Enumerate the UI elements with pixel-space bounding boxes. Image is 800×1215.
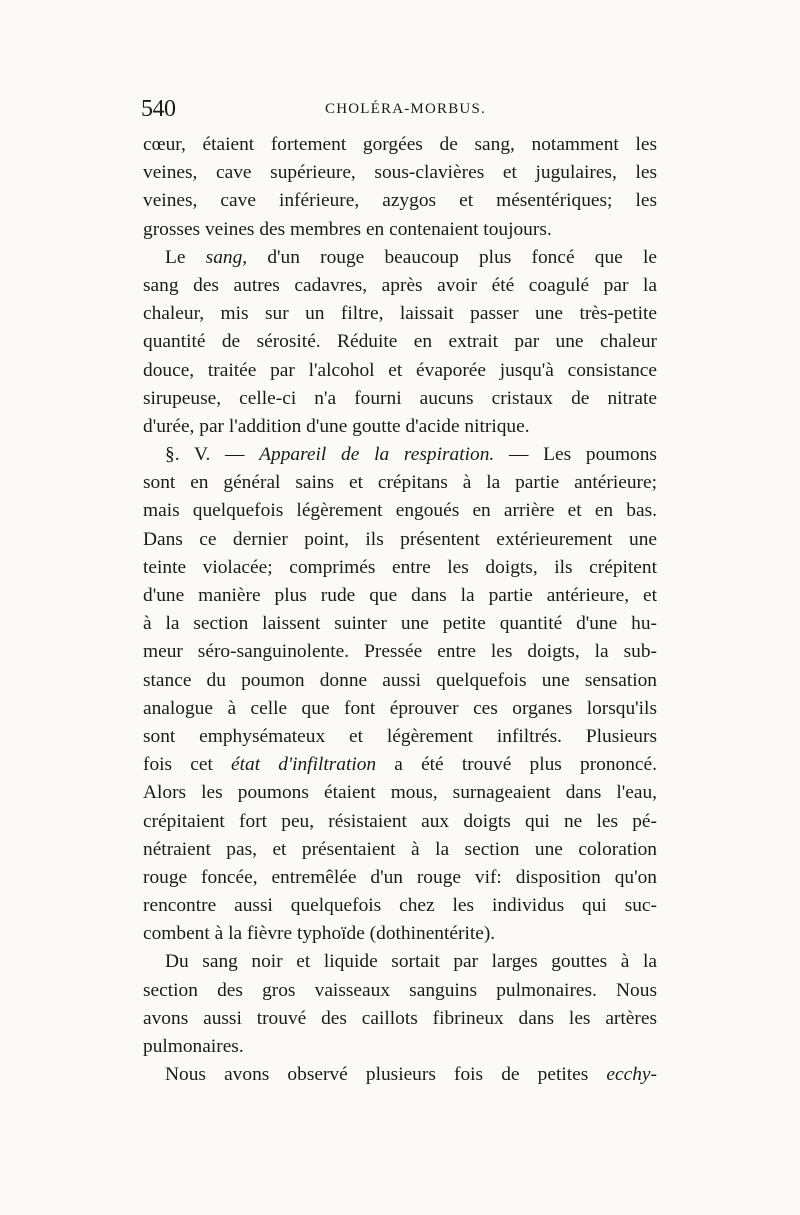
text-line: douce, traitée par l'alcohol et évaporée jusqu'à consistance	[143, 359, 657, 381]
text-line: chaleur, mis sur un filtre, laissait passer une très-petite	[143, 303, 657, 325]
text-line: sang des autres cadavres, après avoir été coagulé par la	[143, 274, 657, 296]
text-line: sirupeuse, celle-ci n'a fourni aucuns cristaux de nitrate	[143, 387, 657, 409]
italic-text: état d'infiltration	[231, 754, 377, 776]
text-line: Alors les poumons étaient mous, surnageaient dans l'eau,	[143, 782, 657, 804]
text-line: rencontre aussi quelquefois chez les individus qui suc-	[143, 895, 657, 917]
text-line: combent à la fièvre typhoïde (dothinentérite).	[143, 923, 496, 945]
text-line: veines, cave supérieure, sous-clavières et jugulaires, les	[143, 162, 657, 184]
text-line: crépitaient fort peu, résistaient aux doigts qui ne les pé-	[143, 810, 657, 832]
italic-text: sang,	[205, 246, 248, 268]
text-span: Le	[165, 246, 206, 268]
text-span: a été trouvé plus prononcé.	[376, 754, 657, 776]
text-line: analogue à celle que font éprouver ces organes lorsqu'ils	[143, 697, 657, 719]
text-line: nétraient pas, et présentaient à la section une coloration	[143, 838, 657, 860]
page-header	[141, 96, 655, 126]
text-line	[143, 751, 657, 779]
text-line: teinte violacée; comprimés entre les doigts, ils crépitent	[143, 556, 657, 578]
text-line	[143, 441, 657, 469]
text-line: quantité de sérosité. Réduite en extrait par une chaleur	[143, 331, 657, 353]
text-line	[143, 1061, 657, 1089]
text-line: Dans ce dernier point, ils présentent extérieurement une	[143, 528, 657, 550]
text-line: meur séro-sanguinolente. Pressée entre les doigts, la sub-	[143, 641, 657, 663]
text-span: fois cet	[143, 754, 232, 776]
text-line: mais quelquefois légèrement engoués en arrière et en bas.	[143, 500, 657, 522]
italic-text: Appareil de la respiration.	[259, 444, 495, 466]
page-number: 540	[141, 96, 176, 122]
text-line	[143, 244, 657, 272]
running-title: CHOLÉRA-MORBUS.	[325, 101, 486, 117]
text-line: avons aussi trouvé des caillots fibrineux dans les artères	[143, 1007, 657, 1029]
text-line: veines, cave inférieure, azygos et mésentériques; les	[143, 190, 657, 212]
text-line: d'urée, par l'addition d'une goutte d'acide nitrique.	[143, 415, 530, 437]
text-line: sont en général sains et crépitans à la partie antérieure;	[143, 472, 657, 494]
text-line: grosses veines des membres en contenaient toujours.	[143, 218, 552, 240]
text-line: Du sang noir et liquide sortait par larges gouttes à la	[165, 951, 657, 973]
text-span: Nous avons observé plusieurs fois de petites	[165, 1064, 607, 1086]
text-line: sont emphysémateux et légèrement infiltrés. Plusieurs	[143, 725, 657, 747]
text-span: d'un rouge beaucoup plus foncé que le	[247, 246, 657, 268]
text-line: pulmonaires.	[143, 1036, 244, 1057]
text-line: cœur, étaient fortement gorgées de sang, notamment les	[143, 134, 657, 155]
text-line: d'une manière plus rude que dans la partie antérieure, et	[143, 585, 657, 606]
text-line: stance du poumon donne aussi quelquefois une sensation	[143, 669, 657, 691]
text-line: rouge foncée, entremêlée d'un rouge vif: disposition qu'on	[143, 866, 657, 888]
text-span: — Les poumons	[494, 444, 657, 466]
text-line: section des gros vaisseaux sanguins pulmonaires. Nous	[143, 979, 657, 1001]
italic-text: ecchy-	[606, 1064, 657, 1086]
text-line: à la section laissent suinter une petite quantité d'une hu-	[143, 613, 657, 635]
body-text	[143, 131, 657, 1089]
text-span: §. V. —	[165, 444, 260, 466]
